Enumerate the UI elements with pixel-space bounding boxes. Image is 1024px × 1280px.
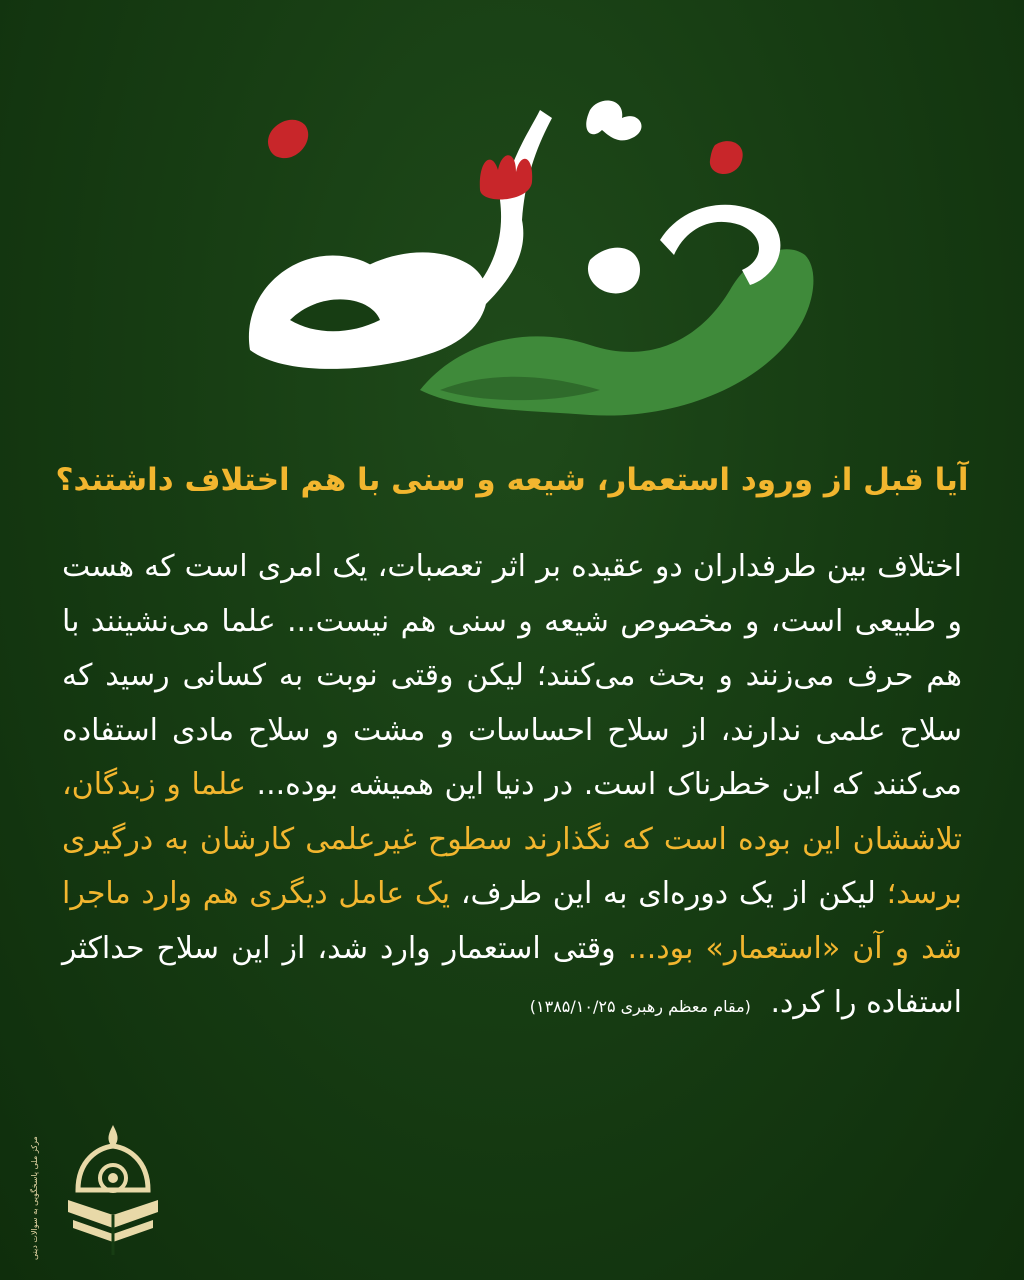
body-part-3: وقتی استعمار وارد شد، از این سلاح حداکثر استفاده را کرد. bbox=[62, 930, 962, 1020]
source-citation: (مقام معظم رهبری ۱۳۸۵/۱۰/۲۵) bbox=[529, 997, 751, 1016]
question-heading: آیا قبل از ورود استعمار، شیعه و سنی با هم اختلاف داشتند؟ bbox=[55, 462, 969, 498]
body-paragraph bbox=[62, 540, 962, 1035]
body-part-1: اختلاف بین طرفداران دو عقیده بر اثر تعصبات، یک امری است که هست و طبیعی است، و مخصوص شیعه و سنی هم نیست... علما می‌نشینند با هم حرف می‌زنند و بحث می‌کنند؛ لیکن وقتی نوبت به کسانی رسید که سلاح علمی ندارند، از سلاح احساسات و مشت و سلاح مادی استفاده می‌کنند که این خطرناک است. در دنیا این همیشه بوده... bbox=[62, 549, 962, 802]
title-word bbox=[230, 90, 830, 430]
dome-book-logo-icon bbox=[58, 1120, 168, 1260]
logo bbox=[58, 1120, 168, 1260]
body-highlight-2: یک عامل دیگری هم وارد ماجرا شد و آن «استعمار» بود... bbox=[62, 876, 963, 966]
body-part-2: لیکن از یک دوره‌ای به این طرف، bbox=[450, 876, 876, 911]
calligraphy-title bbox=[230, 90, 830, 430]
body-highlight-1: علما و زبدگان، تلاششان این بوده است که نگذارند سطوح غیرعلمی کارشان به درگیری برسد؛ bbox=[62, 767, 962, 911]
logo-caption: مرکز ملی پاسخگویی به سوالات دینی bbox=[30, 1136, 39, 1260]
